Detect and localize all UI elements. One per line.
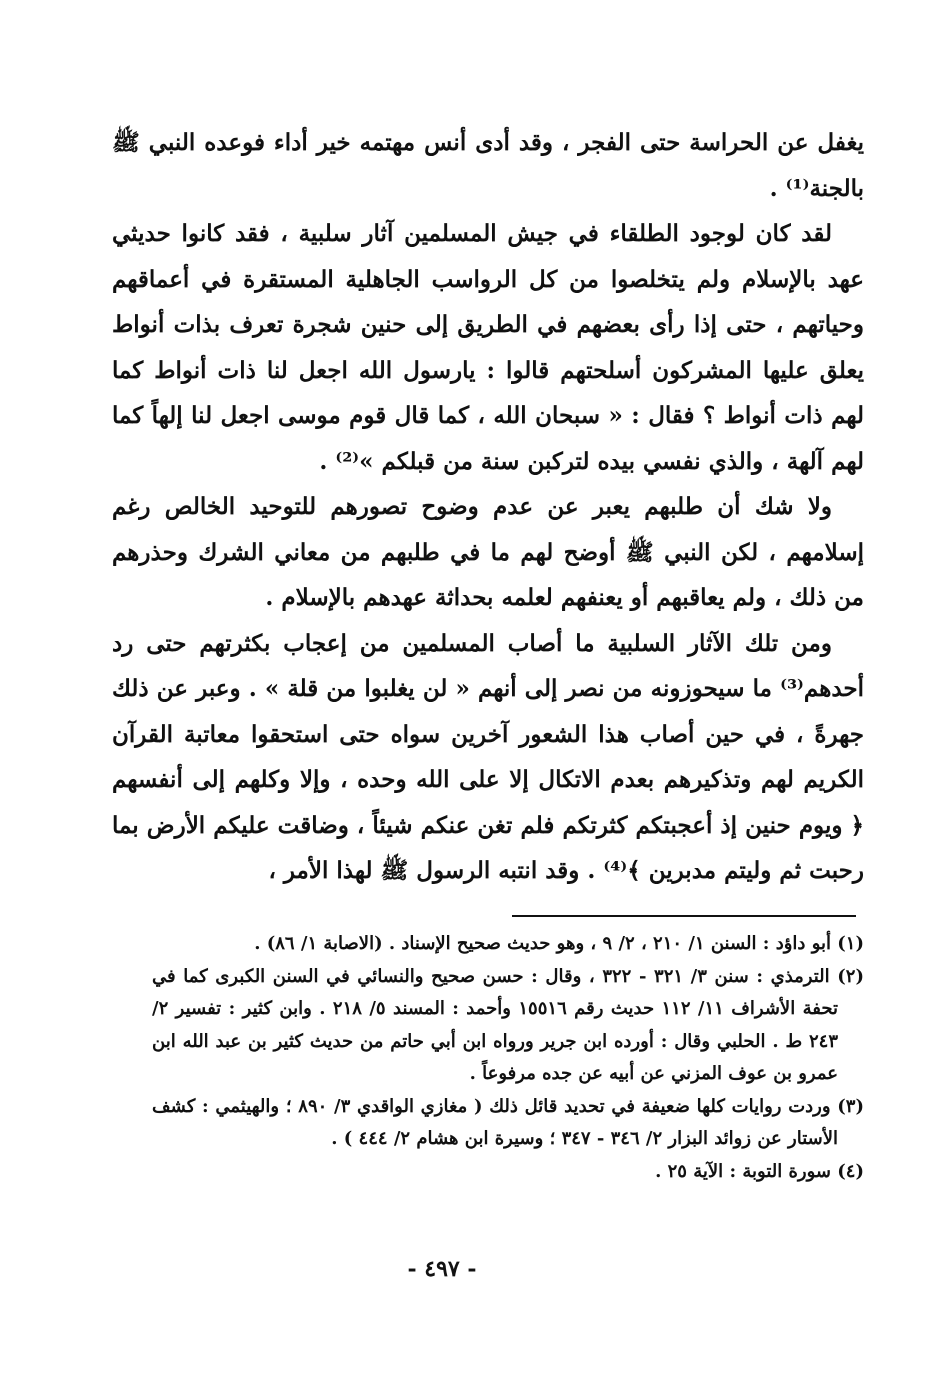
footnotes xyxy=(152,928,864,1188)
footnote-2: (٢) الترمذي : سنن ٣/ ٣٢١ - ٣٢٢ ، وقال : حسن صحيح والنسائي في السنن الكبرى كما في تحفة الأشراف ١١/ ١١٢ حديث رقم ١٥٥١٦ وأحمد : المسند ٥/ ٢١٨ . وابن كثير : تفسير ٢/ ٢٤٣ ط . الحلبي وقال : أورده ابن جرير ورواه ابن أبي حاتم من حديث كثير بن عبد الله ابن عمرو بن عوف المزني عن أبيه عن جده مرفوعاً . xyxy=(152,965,864,1084)
footnote-divider xyxy=(512,915,856,917)
footnote-3: (٣) وردت روايات كلها ضعيفة في تحديد قائل ذلك ( مغازي الواقدي ٣/ ٨٩٠ ؛ والهيثمي : كشف الأستار عن زوائد البزار ٢/ ٣٤٦ - ٣٤٧ ؛ وسيرة ابن هشام ٢/ ٤٤٤ ) . xyxy=(152,1095,864,1149)
paragraph-1: يغفل عن الحراسة حتى الفجر ، وقد أدى أنس مهتمه خير أداء فوعده النبي ﷺ بالجنة⁽¹⁾ . xyxy=(112,129,864,202)
paragraph-3: ولا شك أن طلبهم يعبر عن عدم وضوح تصورهم للتوحيد الخالص رغم إسلامهم ، لكن النبي ﷺ أوضح لهم ما في طلبهم من معاني الشرك وحذرهم من ذلك ، ولم يعاقبهم أو يعنفهم لعلمه بحداثة عهدهم بالإسلام . xyxy=(112,493,864,611)
page-number: - ٤٩٧ - xyxy=(407,1256,477,1282)
footnote-1: (١) أبو داؤد : السنن ١/ ٢١٠ ، ٢/ ٩ ، وهو حديث صحيح الإسناد . (الاصابة ١/ ٨٦) . xyxy=(254,933,864,954)
paragraph-4: ومن تلك الآثار السلبية ما أصاب المسلمين من إعجاب بكثرتهم حتى رد أحدهم⁽³⁾ ما سيحوزونه من نصر إلى أنهم « لن يغلبوا من قلة » . وعبر عن ذلك جهرةً ، في حين أصاب هذا الشعور آخرين سواه حتى استحقوا معاتبة القرآن الكريم لهم وتذكيرهم بعدم الاتكال إلا على الله وحده ، وإلا وكلهم إلى أنفسهم ﴿ ويوم حنين إذ أعجبتكم كثرتكم فلم تغن عنكم شيئاً ، وضاقت عليكم الأرض بما رحبت ثم وليتم مدبرين ﴾⁽⁴⁾ . وقد انتبه الرسول ﷺ لهذا الأمر ، xyxy=(112,629,864,884)
footnote-4: (٤) سورة التوبة : الآية ٢٥ . xyxy=(655,1160,864,1182)
body-text xyxy=(112,120,864,894)
paragraph-2: لقد كان لوجود الطلقاء في جيش المسلمين آثار سلبية ، فقد كانوا حديثي عهد بالإسلام ولم يتخلصوا من كل الرواسب الجاهلية المستقرة في أعماقهم وحياتهم ، حتى إذا رأى بعضهم في الطريق إلى حنين شجرة تعرف بذات أنواط يعلق عليها المشركون أسلحتهم قالوا : يارسول الله اجعل لنا ذات أنواط كما لهم ذات أنواط ؟ فقال : « سبحان الله ، كما قال قوم موسى اجعل لنا إلهاً كما لهم آلهة ، والذي نفسي بيده لتركبن سنة من قبلكم »⁽²⁾ . xyxy=(112,220,864,475)
